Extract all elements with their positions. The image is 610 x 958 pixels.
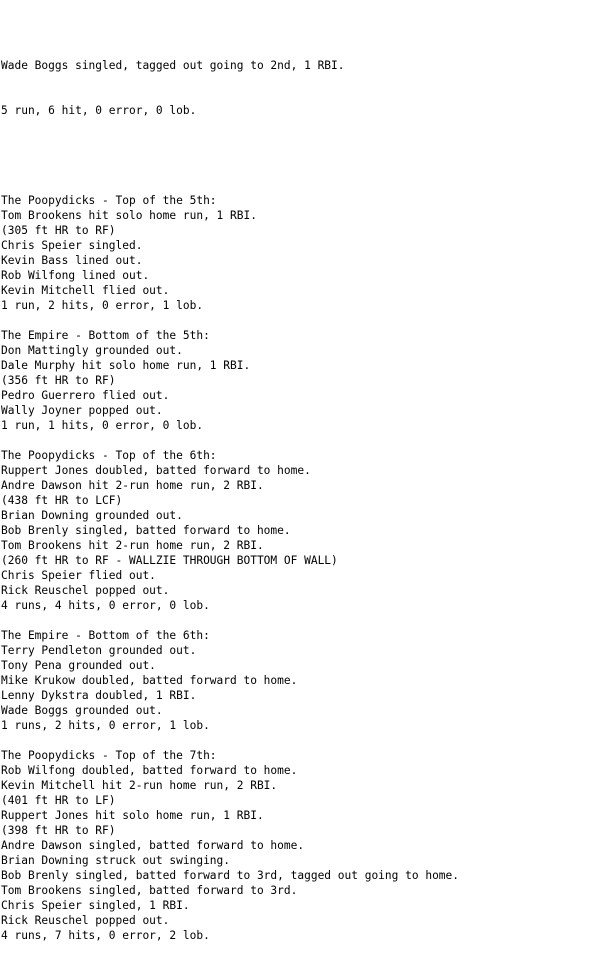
- inning-section: [1, 448, 606, 613]
- play-line: Chris Speier singled.: [1, 239, 143, 252]
- play-line: Bob Brenly singled, batted forward to home.: [1, 524, 291, 537]
- inning-header: The Poopydicks - Top of the 6th:: [1, 449, 217, 462]
- play-line: (260 ft HR to RF - WALLZIE THROUGH BOTTOM OF WALL): [1, 554, 338, 567]
- play-line: Don Mattingly grounded out.: [1, 344, 183, 357]
- intro-section: [1, 28, 606, 148]
- play-line: Rob Wilfong doubled, batted forward to home.: [1, 764, 298, 777]
- play-line: Chris Speier singled, 1 RBI.: [1, 899, 190, 912]
- play-line: Tom Brookens singled, batted forward to 3rd.: [1, 884, 298, 897]
- inning-summary-line: 4 runs, 4 hits, 0 error, 0 lob.: [1, 599, 210, 612]
- inning-header: The Poopydicks - Top of the 5th:: [1, 194, 217, 207]
- play-line: (438 ft HR to LCF): [1, 494, 123, 507]
- play-line: Tony Pena grounded out.: [1, 659, 156, 672]
- section-spacer: [1, 313, 606, 328]
- play-line: Rick Reuschel popped out.: [1, 914, 170, 927]
- play-line: Rob Wilfong lined out.: [1, 269, 150, 282]
- inning-section: [1, 628, 606, 733]
- inning-header: The Empire - Bottom of the 6th:: [1, 629, 210, 642]
- inning-summary-line: 1 run, 2 hits, 0 error, 1 lob.: [1, 299, 204, 312]
- inning-header: The Poopydicks - Top of the 7th:: [1, 749, 217, 762]
- play-line: Brian Downing grounded out.: [1, 509, 183, 522]
- play-line: Ruppert Jones hit solo home run, 1 RBI.: [1, 809, 264, 822]
- innings-list: [1, 178, 606, 943]
- play-line: Andre Dawson singled, batted forward to home.: [1, 839, 305, 852]
- inning-header: The Empire - Bottom of the 5th:: [1, 329, 210, 342]
- play-line: Lenny Dykstra doubled, 1 RBI.: [1, 689, 197, 702]
- play-line: Kevin Mitchell flied out.: [1, 284, 170, 297]
- play-by-play-document: [1, 0, 606, 958]
- intro-line: Wade Boggs singled, tagged out going to 2nd, 1 RBI.: [1, 59, 345, 72]
- section-spacer: [1, 733, 606, 748]
- inning-summary-line: 4 runs, 7 hits, 0 error, 2 lob.: [1, 929, 210, 942]
- play-line: (398 ft HR to RF): [1, 824, 116, 837]
- play-line: Wally Joyner popped out.: [1, 404, 163, 417]
- play-line: Chris Speier flied out.: [1, 569, 156, 582]
- play-line: Pedro Guerrero flied out.: [1, 389, 170, 402]
- play-line: (305 ft HR to RF): [1, 224, 116, 237]
- play-line: Tom Brookens hit solo home run, 1 RBI.: [1, 209, 257, 222]
- play-line: (356 ft HR to RF): [1, 374, 116, 387]
- play-line: Bob Brenly singled, batted forward to 3rd, tagged out going to home.: [1, 869, 460, 882]
- intro-summary-line: 5 run, 6 hit, 0 error, 0 lob.: [1, 104, 197, 117]
- play-line: Brian Downing struck out swinging.: [1, 854, 231, 867]
- inning-section: [1, 328, 606, 433]
- section-spacer: [1, 433, 606, 448]
- inning-summary-line: 1 runs, 2 hits, 0 error, 1 lob.: [1, 719, 210, 732]
- play-line: Wade Boggs grounded out.: [1, 704, 163, 717]
- play-line: Ruppert Jones doubled, batted forward to home.: [1, 464, 311, 477]
- play-line: Andre Dawson hit 2-run home run, 2 RBI.: [1, 479, 264, 492]
- play-line: Kevin Mitchell hit 2-run home run, 2 RBI.: [1, 779, 278, 792]
- play-line: Terry Pendleton grounded out.: [1, 644, 197, 657]
- inning-section: [1, 193, 606, 313]
- section-spacer: [1, 613, 606, 628]
- play-line: (401 ft HR to LF): [1, 794, 116, 807]
- inning-section: [1, 748, 606, 943]
- play-line: Rick Reuschel popped out.: [1, 584, 170, 597]
- section-spacer: [1, 178, 606, 193]
- play-line: Kevin Bass lined out.: [1, 254, 143, 267]
- play-line: Tom Brookens hit 2-run home run, 2 RBI.: [1, 539, 264, 552]
- play-line: Dale Murphy hit solo home run, 1 RBI.: [1, 359, 251, 372]
- play-line: Mike Krukow doubled, batted forward to home.: [1, 674, 298, 687]
- inning-summary-line: 1 run, 1 hits, 0 error, 0 lob.: [1, 419, 204, 432]
